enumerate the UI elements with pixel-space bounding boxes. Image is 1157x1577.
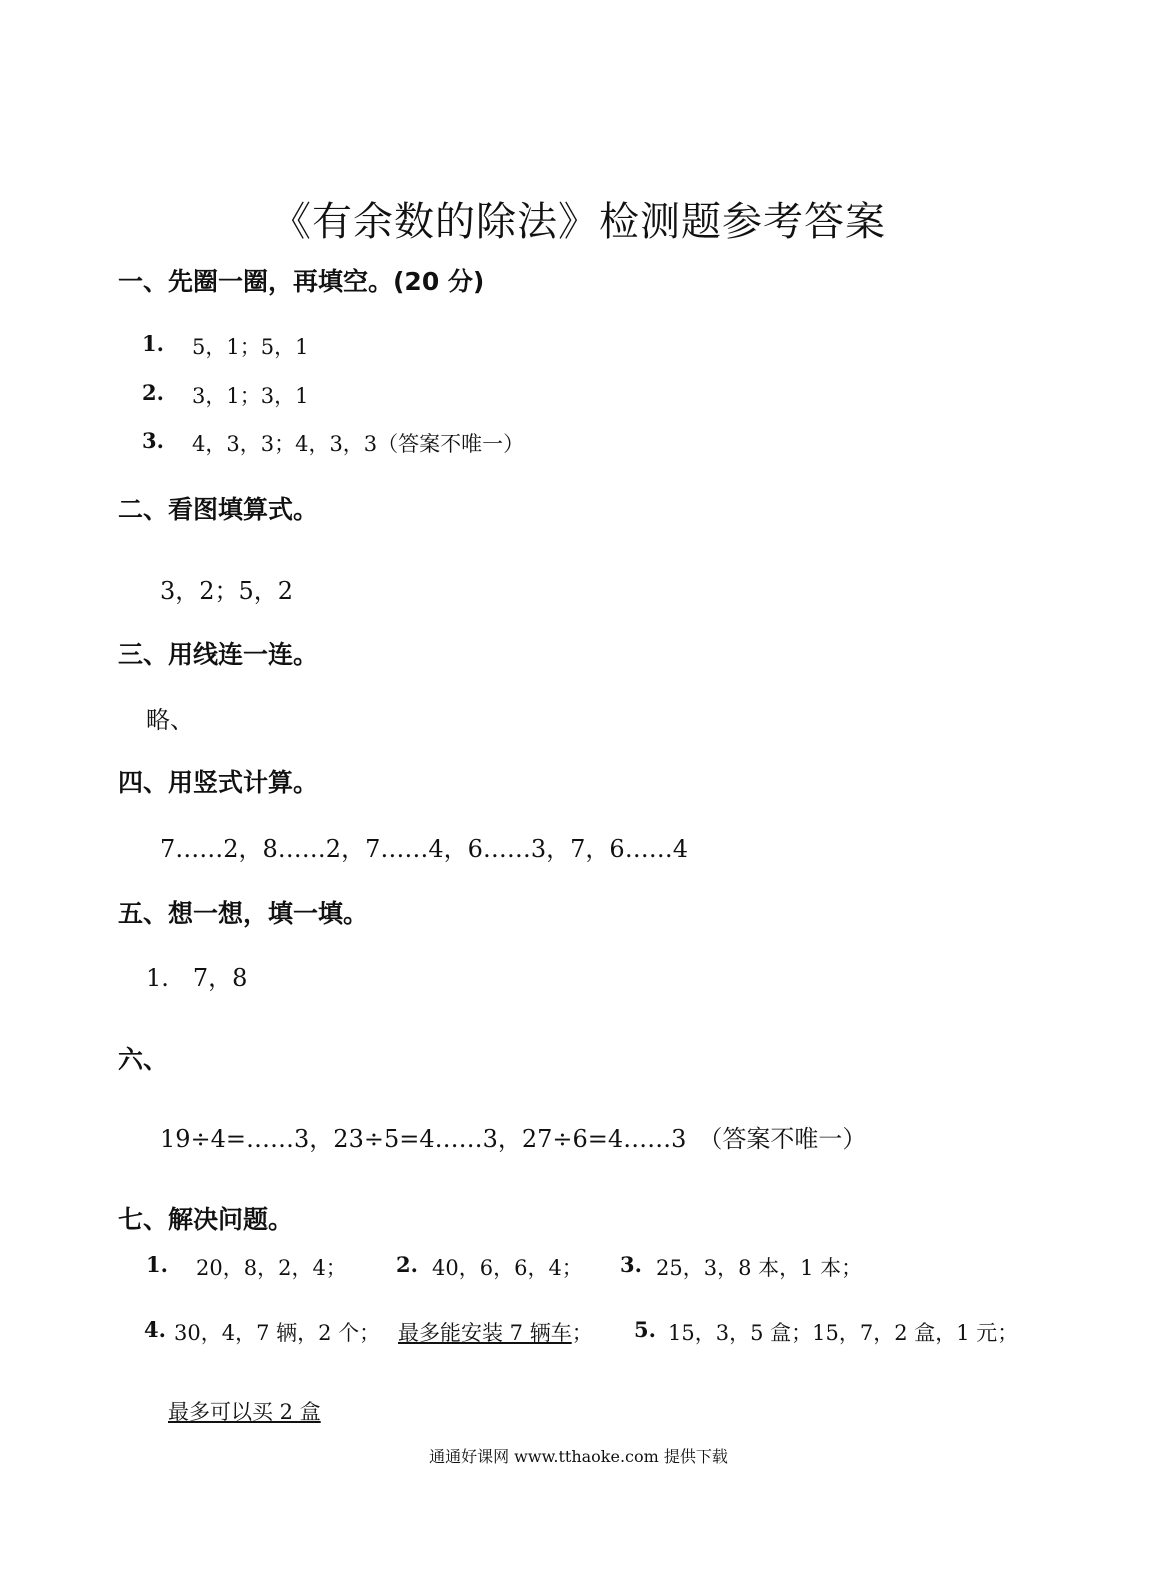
section-5-answer: 1. 7，8 <box>146 964 248 992</box>
s7-item-4-num: 4. <box>144 1317 166 1342</box>
section-1-heading: 一、先圈一圈，再填空。(20 分) <box>118 267 485 296</box>
section-6-heading: 六、 <box>118 1045 169 1074</box>
s7-item-4-text: 30，4，7 辆，2 个； <box>174 1321 381 1345</box>
section-2-answer: 3，2；5，2 <box>160 577 294 605</box>
s7-item-4-note: 最多能安装 7 辆车 <box>398 1321 572 1345</box>
section-6-answer: 19÷4=……3，23÷5=4……3，27÷6=4……3 （答案不唯一） <box>160 1125 867 1153</box>
s1-item-2-num: 2. <box>142 380 164 405</box>
section-3-answer: 略、 <box>146 706 194 734</box>
s7-item-4-sep: ； <box>571 1321 593 1345</box>
s1-item-3-text: 4，3，3；4，3，3（答案不唯一） <box>192 432 525 456</box>
s7-item-4-note-wrap <box>398 1317 593 1347</box>
s7-item-2-num: 2. <box>396 1252 418 1277</box>
s7-item-5-num: 5. <box>634 1317 656 1342</box>
section-7-heading: 七、解决问题。 <box>118 1205 294 1234</box>
s1-item-2-text: 3，1；3，1 <box>192 384 309 408</box>
s7-item-2-text: 40，6，6，4； <box>432 1256 583 1280</box>
s1-item-1-text: 5，1；5，1 <box>192 335 309 359</box>
page-title: 《有余数的除法》检测题参考答案 <box>271 199 886 245</box>
section-4-answer: 7……2，8……2，7……4，6……3，7，6……4 <box>160 835 688 863</box>
s1-item-3-num: 3. <box>142 428 164 453</box>
section-4-heading: 四、用竖式计算。 <box>118 768 319 797</box>
s1-item-1-num: 1. <box>142 331 164 356</box>
s7-item-1-text: 20，8，2，4； <box>196 1256 347 1280</box>
s7-item-5-text: 15，3，5 盒；15，7，2 盒，1 元； <box>668 1321 1019 1345</box>
section-5-heading: 五、想一想，填一填。 <box>118 899 369 928</box>
s7-item-3-num: 3. <box>620 1252 642 1277</box>
s7-item-5-note: 最多可以买 2 盒 <box>168 1400 321 1424</box>
footer-text: 通通好课网 www.tthaoke.com 提供下载 <box>429 1447 728 1466</box>
s7-item-3-text: 25，3，8 本，1 本； <box>656 1256 863 1280</box>
s7-item-1-num: 1. <box>146 1252 168 1277</box>
section-2-heading: 二、看图填算式。 <box>118 495 319 524</box>
section-3-heading: 三、用线连一连。 <box>118 640 319 669</box>
